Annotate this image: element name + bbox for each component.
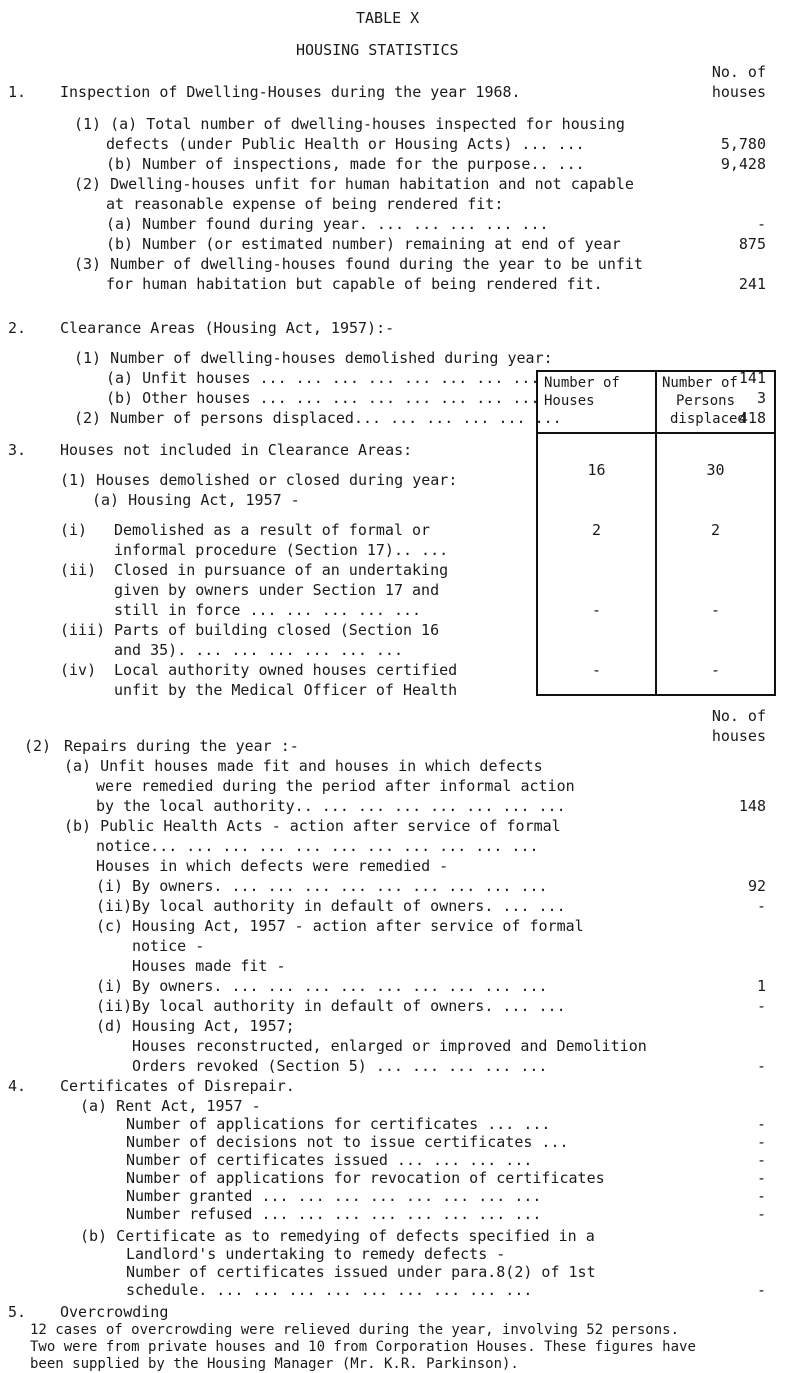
table-cell: 30 [706,461,725,479]
item-value: 875 [738,235,766,253]
item-value: 141 [738,369,766,387]
item-value: 9,428 [720,155,766,173]
item-text: by the local authority.. ... ... ... ... ... ... ... [96,797,566,815]
item-value: 92 [747,877,766,895]
item-text: given by owners under Section 17 and [114,581,440,599]
item-value: - [756,1281,766,1299]
item-text: Parts of building closed (Section 16 [114,621,440,639]
item-text: (ii)By local authority in default of owners. ... ... [96,897,566,915]
item-value: - [756,1151,766,1169]
section-title: Inspection of Dwelling-Houses during the year 1968. [60,83,521,101]
item-text: unfit by the Medical Officer of Health [114,681,458,699]
item-value: - [756,1187,766,1205]
item-text: at reasonable expense of being rendered fit: [106,195,504,213]
item-value: 148 [738,797,766,815]
item-text: (1) (a) Total number of dwelling-houses inspected for housing [74,115,625,133]
item-text: (1) Number of dwelling-houses demolished during year: [74,349,553,367]
item-value: - [756,1057,766,1075]
item-text: Houses in which defects were remedied - [96,857,449,875]
item-text: informal procedure (Section 17).. ... [114,541,449,559]
item-text: Repairs during the year :- [64,737,299,755]
item-text: (c) Housing Act, 1957 - action after service of formal [96,917,584,935]
houses-table [536,370,776,696]
item-text: Closed in pursuance of an undertaking [114,561,449,579]
column-heading: houses [711,727,766,745]
column-heading: houses [711,83,766,101]
item-number: (2) [24,737,52,755]
paragraph-line: 12 cases of overcrowding were relieved during the year, involving 52 persons. [30,1322,680,1338]
item-value: - [756,1205,766,1223]
item-text: Number of certificates issued ... ... ... ... [126,1151,533,1169]
item-text: defects (under Public Health or Housing Acts) ... ... [106,135,585,153]
item-text: (b) Number of inspections, made for the purpose.. ... [106,155,585,173]
table-title: TABLE X [356,9,420,27]
item-value: - [756,997,766,1015]
item-value: - [756,1169,766,1187]
column-heading: No. of [711,707,766,725]
item-text: Number of applications for certificates ... ... [126,1115,551,1133]
item-text: Landlord's undertaking to remedy defects - [126,1245,506,1263]
item-text: (a) Number found during year. ... ... ... ... ... [106,215,549,233]
table-header: Persons [676,393,736,409]
table-cell: 16 [587,461,606,479]
paragraph-line: Two were from private houses and 10 from Corporation Houses. These figures have [30,1339,696,1355]
item-text: and 35). ... ... ... ... ... ... [114,641,403,659]
section-number: 3. [8,441,27,459]
item-text: (1) Houses demolished or closed during year: [60,471,458,489]
table-header: displaced [670,411,746,427]
item-text: (i) By owners. ... ... ... ... ... ... ... ... ... [96,977,548,995]
paragraph-line: been supplied by the Housing Manager (Mr. K.R. Parkinson). [30,1356,519,1372]
item-value: - [756,1115,766,1133]
item-text: (a) Housing Act, 1957 - [92,491,300,509]
table-header: Number of [662,375,738,391]
item-text: Number of applications for revocation of certificates [126,1169,605,1187]
table-cell: - [710,601,721,619]
item-value: - [756,1133,766,1151]
item-value: - [756,215,766,233]
section-number: 5. [8,1303,27,1321]
table-cell: - [710,661,721,679]
item-text: Houses made fit - [132,957,286,975]
item-text: (a) Rent Act, 1957 - [80,1097,261,1115]
section-title: Certificates of Disrepair. [60,1077,295,1095]
item-text: (3) Number of dwelling-houses found during the year to be unfit [74,255,643,273]
item-text: (b) Number (or estimated number) remaining at end of year [106,235,621,253]
table-cell: - [591,661,602,679]
item-number: (iii) [60,621,106,639]
item-value: 241 [738,275,766,293]
item-text: schedule. ... ... ... ... ... ... ... ... ... [126,1281,533,1299]
item-value: 418 [738,409,766,427]
table-divider [538,432,774,434]
item-text: Number granted ... ... ... ... ... ... ... ... [126,1187,542,1205]
item-number: (iv) [60,661,97,679]
item-number: (ii) [60,561,97,579]
item-text: Orders revoked (Section 5) ... ... ... ... ... [132,1057,548,1075]
section-title: Overcrowding [60,1303,169,1321]
table-cell: 2 [710,521,721,539]
item-text: (b) Certificate as to remedying of defects specified in a [80,1227,595,1245]
item-text: still in force ... ... ... ... ... [114,601,422,619]
item-text: (b) Public Health Acts - action after service of formal [64,817,561,835]
item-text: notice - [132,937,205,955]
item-value: - [756,897,766,915]
item-text: (2) Number of persons displaced... ... ... ... ... ... [74,409,562,427]
section-title: Clearance Areas (Housing Act, 1957):- [60,319,395,337]
column-heading: No. of [711,63,766,81]
item-value: 5,780 [720,135,766,153]
item-value: 1 [756,977,766,995]
item-text: Number of certificates issued under para.8(2) of 1st [126,1263,596,1281]
section-number: 2. [8,319,27,337]
item-text: Houses reconstructed, enlarged or improved and Demolition [132,1037,647,1055]
item-text: (ii)By local authority in default of owners. ... ... [96,997,566,1015]
item-text: Number refused ... ... ... ... ... ... ... ... [126,1205,542,1223]
item-text: (i) By owners. ... ... ... ... ... ... ... ... ... [96,877,548,895]
item-text: were remedied during the period after informal action [96,777,575,795]
item-text: (a) Unfit houses made fit and houses in which defects [64,757,543,775]
item-text: notice... ... ... ... ... ... ... ... ... ... ... [96,837,539,855]
item-value: 3 [756,389,766,407]
item-text: Demolished as a result of formal or [114,521,431,539]
item-text: (b) Other houses ... ... ... ... ... ... ... ... [106,389,540,407]
section-number: 1. [8,83,27,101]
item-text: Local authority owned houses certified [114,661,458,679]
item-text: (2) Dwelling-houses unfit for human habitation and not capable [74,175,634,193]
table-header: Houses [544,393,595,409]
table-cell: - [591,601,602,619]
item-number: (i) [60,521,88,539]
table-header: Number of [544,375,620,391]
section-number: 4. [8,1077,27,1095]
item-text: (a) Unfit houses ... ... ... ... ... ... ... ... [106,369,540,387]
heading: HOUSING STATISTICS [296,41,459,59]
section-title: Houses not included in Clearance Areas: [60,441,413,459]
item-text: Number of decisions not to issue certificates ... [126,1133,569,1151]
table-cell: 2 [591,521,602,539]
item-text: (d) Housing Act, 1957; [96,1017,295,1035]
item-text: for human habitation but capable of being rendered fit. [106,275,603,293]
